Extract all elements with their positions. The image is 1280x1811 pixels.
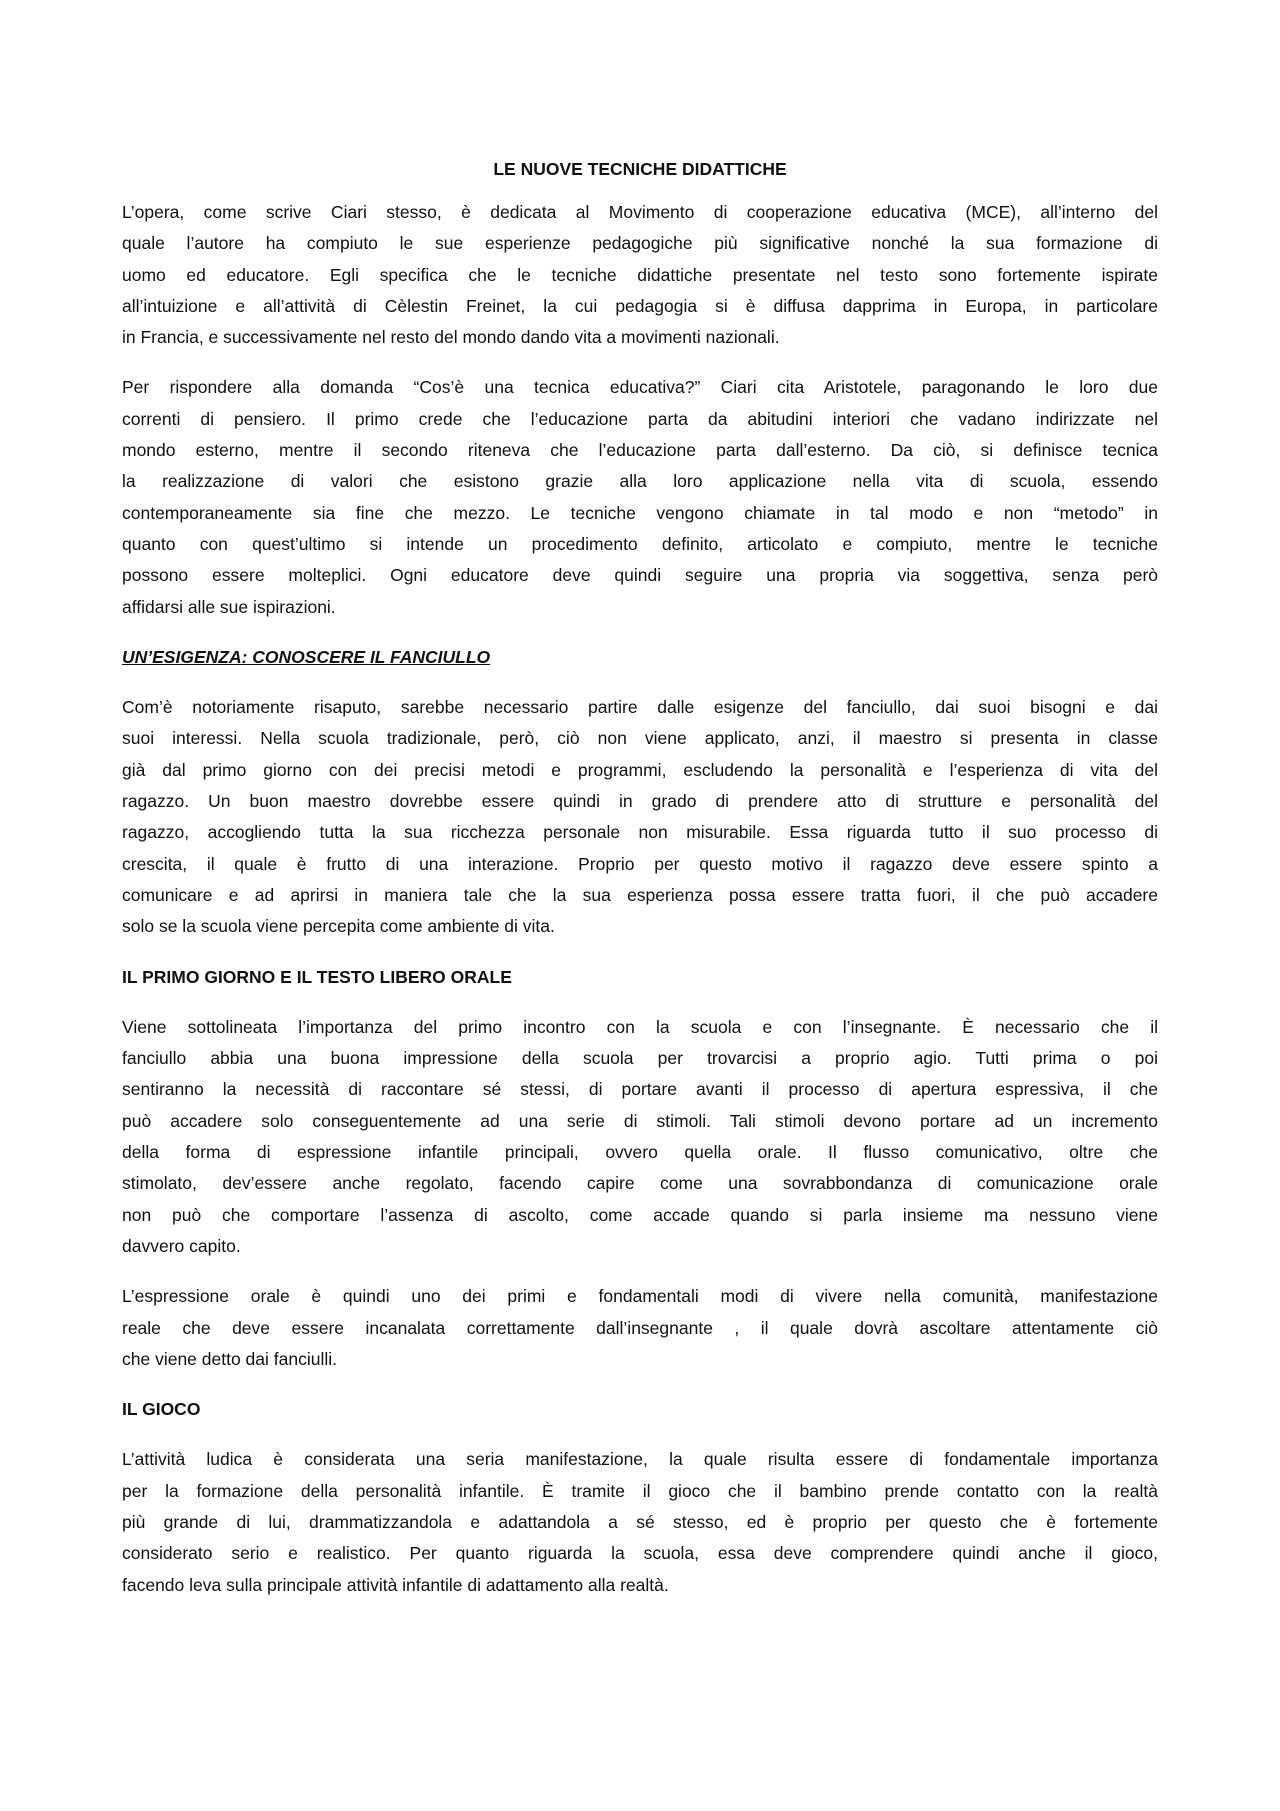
- text-line: Viene sottolineata l’importanza del primo incontro con la scuola e con l’insegnante. È necessario che il: [122, 1016, 1158, 1037]
- text-line: all’intuizione e all’attività di Cèlestin Freinet, la cui pedagogia si è diffusa dapprima in Europa, in particolare: [122, 295, 1158, 316]
- text-line: davvero capito.: [122, 1235, 241, 1256]
- text-line: fanciullo abbia una buona impressione della scuola per trovarcisi a proprio agio. Tutti prima o poi: [122, 1048, 1158, 1069]
- text-line: crescita, il quale è frutto di una interazione. Proprio per questo motivo il ragazzo deve essere spinto a: [122, 853, 1158, 874]
- text-line: comunicare e ad aprirsi in maniera tale che la sua esperienza possa essere tratta fuori, il che può accadere: [122, 884, 1158, 905]
- text-line: correnti di pensiero. Il primo crede che l’educazione parta da abitudini interiori che vadano indirizzate nel: [122, 408, 1158, 429]
- section-heading: UN’ESIGENZA: CONOSCERE IL FANCIULLO: [122, 646, 491, 667]
- text-line: L’espressione orale è quindi uno dei primi e fondamentali modi di vivere nella comunità, manifestazione: [122, 1286, 1158, 1307]
- text-line: solo se la scuola viene percepita come ambiente di vita.: [122, 916, 555, 937]
- text-line: Per rispondere alla domanda “Cos’è una tecnica educativa?” Ciari cita Aristotele, paragonando le loro due: [122, 377, 1158, 398]
- text-line: L’attività ludica è considerata una seria manifestazione, la quale risulta essere di fondamentale importanza: [122, 1449, 1158, 1470]
- text-line: stimolato, dev’essere anche regolato, facendo capire come una sovrabbondanza di comunicazione orale: [122, 1173, 1158, 1194]
- text-line: Com’è notoriamente risaputo, sarebbe necessario partire dalle esigenze del fanciullo, dai suoi bisogni e dai: [122, 697, 1158, 718]
- text-line: reale che deve essere incanalata correttamente dall’insegnante , il quale dovrà ascoltare attentamente ciò: [122, 1317, 1158, 1338]
- text-line: sentiranno la necessità di raccontare sé stessi, di portare avanti il processo di apertura espressiva, il che: [122, 1079, 1158, 1100]
- text-line: quale l’autore ha compiuto le sue esperienze pedagogiche più significative nonché la sua formazione di: [122, 233, 1158, 254]
- section-heading: IL PRIMO GIORNO E IL TESTO LIBERO ORALE: [122, 966, 512, 987]
- text-line: facendo leva sulla principale attività infantile di adattamento alla realtà.: [122, 1574, 669, 1595]
- paragraph: [122, 692, 1158, 942]
- text-line: più grande di lui, drammatizzandola e adattandola a sé stesso, ed è proprio per questo che è fortemente: [122, 1511, 1158, 1532]
- text-line: possono essere molteplici. Ogni educatore deve quindi seguire una propria via soggettiva, senza però: [122, 565, 1158, 586]
- section-heading: IL GIOCO: [122, 1399, 201, 1420]
- text-line: suoi interessi. Nella scuola tradizionale, però, ciò non viene applicato, anzi, il maestro si presenta in classe: [122, 728, 1158, 749]
- text-line: considerato serio e realistico. Per quanto riguarda la scuola, essa deve comprendere quindi anche il gioco,: [122, 1543, 1158, 1564]
- text-line: ragazzo, accogliendo tutta la sua ricchezza personale non misurabile. Essa riguarda tutto il suo processo di: [122, 822, 1158, 843]
- paragraph: [122, 1012, 1158, 1262]
- paragraph: [122, 1444, 1158, 1600]
- text-line: per la formazione della personalità infantile. È tramite il gioco che il bambino prende contatto con la realtà: [122, 1480, 1158, 1501]
- document-page: [122, 154, 1158, 1620]
- text-line: ragazzo. Un buon maestro dovrebbe essere quindi in grado di prendere atto di strutture e personalità del: [122, 791, 1158, 812]
- text-line: affidarsi alle sue ispirazioni.: [122, 596, 336, 617]
- text-line: la realizzazione di valori che esistono grazie alla loro applicazione nella vita di scuola, essendo: [122, 471, 1158, 492]
- text-line: contemporaneamente sia fine che mezzo. Le tecniche vengono chiamate in tal modo e non “metodo” in: [122, 502, 1158, 523]
- text-line: quanto con quest’ultimo si intende un procedimento definito, articolato e compiuto, mentre le tecniche: [122, 533, 1158, 554]
- document-body: [122, 197, 1158, 1601]
- text-line: mondo esterno, mentre il secondo riteneva che l’educazione parta dall’esterno. Da ciò, si definisce tecnica: [122, 440, 1158, 461]
- text-line: non può che comportare l’assenza di ascolto, come accade quando si parla insieme ma nessuno viene: [122, 1204, 1158, 1225]
- document-title: LE NUOVE TECNICHE DIDATTICHE: [493, 159, 787, 179]
- paragraph: [122, 372, 1158, 622]
- text-line: che viene detto dai fanciulli.: [122, 1348, 337, 1369]
- paragraph: [122, 1281, 1158, 1375]
- text-line: uomo ed educatore. Egli specifica che le tecniche didattiche presentate nel testo sono fortemente ispirate: [122, 264, 1158, 285]
- text-line: in Francia, e successivamente nel resto del mondo dando vita a movimenti nazionali.: [122, 327, 780, 348]
- text-line: può accadere solo conseguentemente ad una serie di stimoli. Tali stimoli devono portare ad un incremento: [122, 1110, 1158, 1131]
- text-line: L’opera, come scrive Ciari stesso, è dedicata al Movimento di cooperazione educativa (MCE), all’interno del: [122, 202, 1158, 222]
- paragraph: [122, 197, 1158, 353]
- text-line: della forma di espressione infantile principali, ovvero quella orale. Il flusso comunicativo, oltre che: [122, 1142, 1158, 1163]
- text-line: già dal primo giorno con dei precisi metodi e programmi, escludendo la personalità e l’esperienza di vita del: [122, 759, 1158, 780]
